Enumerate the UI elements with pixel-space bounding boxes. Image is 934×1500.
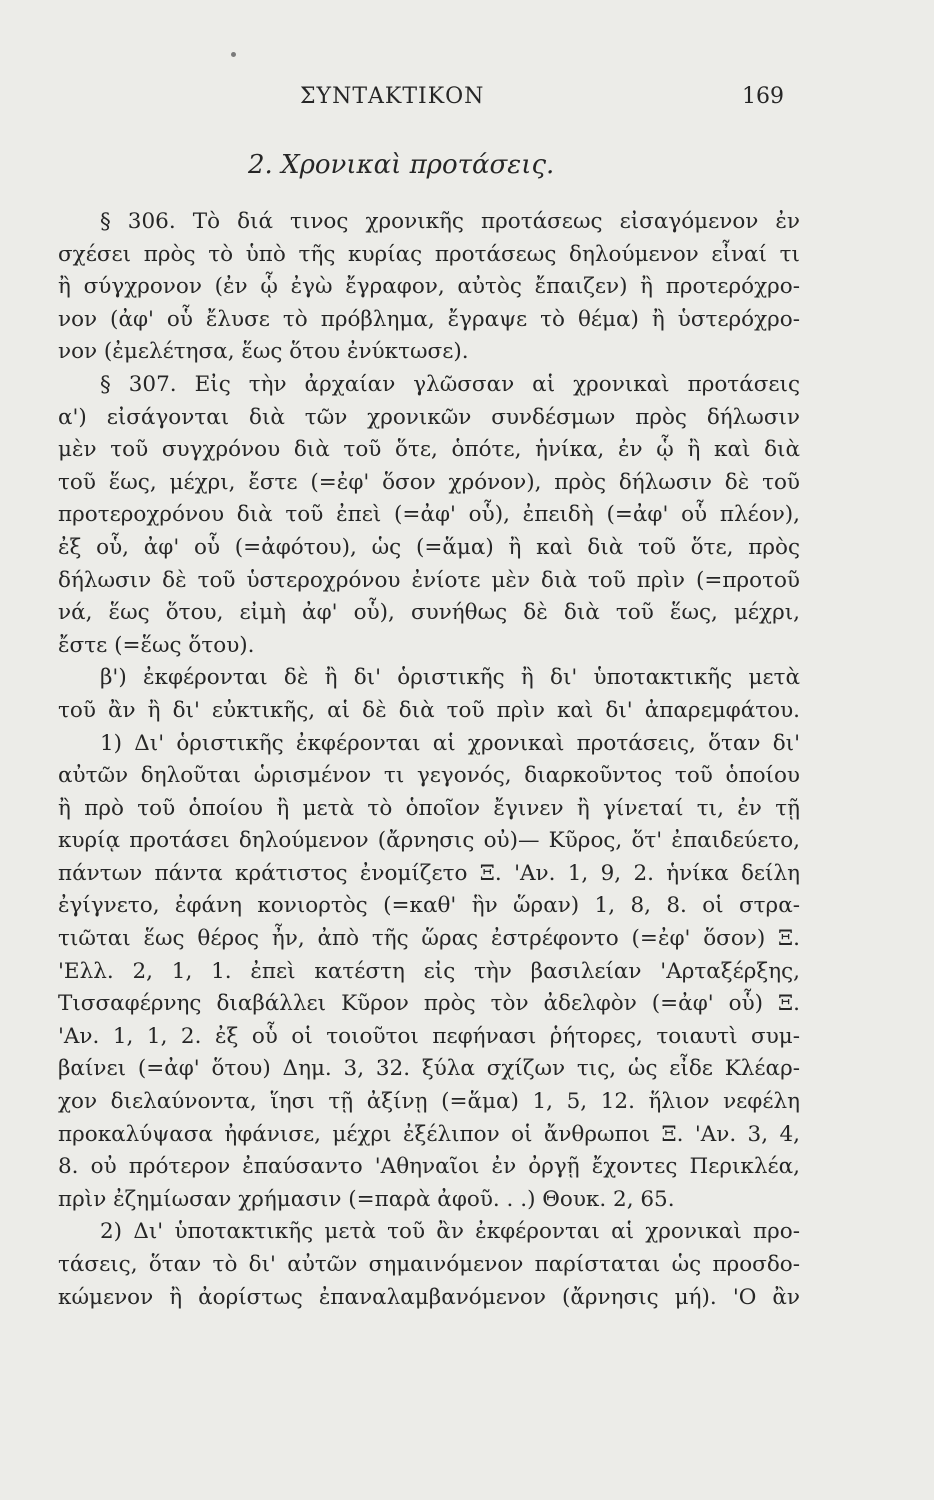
text-line: τιῶται ἕως θέρος ἦν, ἀπὸ τῆς ὥρας ἐστρέφοντο (=ἐφ' ὅσον) Ξ. bbox=[58, 926, 800, 952]
text-line: β') ἐκφέρονται δὲ ἢ δι' ὁριστικῆς ἢ δι' ὑποτακτικῆς μετὰ bbox=[100, 665, 800, 691]
text-line: α') εἰσάγονται διὰ τῶν χρονικῶν συνδέσμων πρὸς δήλωσιν bbox=[58, 404, 800, 430]
text-line: ἔστε (=ἕως ὅτου). bbox=[58, 632, 255, 658]
text-line: τοῦ ἂν ἢ δι' εὐκτικῆς, αἱ δὲ διὰ τοῦ πρὶν καὶ δι' ἀπαρεμφάτου. bbox=[58, 697, 800, 723]
text-line: § 307. Εἰς τὴν ἀρχαίαν γλῶσσαν αἱ χρονικαὶ προτάσεις bbox=[100, 371, 800, 397]
text-line: 'Ελλ. 2, 1, 1. ἐπεὶ κατέστη εἰς τὴν βασιλείαν 'Αρταξέρξης, bbox=[58, 958, 800, 984]
text-line: νον (ἐμελέτησα, ἕως ὅτου ἐνύκτωσε). bbox=[58, 339, 469, 365]
text-line: ἢ πρὸ τοῦ ὁποίου ἢ μετὰ τὸ ὁποῖον ἔγινεν ἢ γίνεταί τι, ἐν τῇ bbox=[58, 795, 800, 821]
section-title: 2. Χρονικαὶ προτάσεις. bbox=[248, 150, 555, 180]
ink-dot bbox=[231, 52, 236, 57]
text-line: τάσεις, ὅταν τὸ δι' αὐτῶν σημαινόμενον παρίσταται ὡς προσδο- bbox=[58, 1252, 800, 1277]
text-line: 'Αν. 1, 1, 2. ἐξ οὗ οἱ τοιοῦτοι πεφήνασι ῥήτορες, τοιαυτὶ συμ- bbox=[58, 1023, 800, 1049]
text-line: κυρίᾳ προτάσει δηλούμενον (ἄρνησις οὐ)— Κῦρος, ὅτ' ἐπαιδεύετο, bbox=[58, 828, 800, 854]
text-line: νά, ἕως ὅτου, εἰμὴ ἀφ' οὗ), συνήθως δὲ διὰ τοῦ ἕως, μέχρι, bbox=[58, 600, 800, 626]
text-line: ἢ σύγχρονον (ἐν ᾧ ἐγὼ ἔγραφον, αὐτὸς ἔπαιζεν) ἢ προτερόχρο- bbox=[58, 274, 800, 300]
text-line: § 306. Τὸ διά τινος χρονικῆς προτάσεως εἰσαγόμενον ἐν bbox=[100, 209, 800, 234]
text-line: χον διελαύνοντα, ἵησι τῇ ἀξίνῃ (=ἅμα) 1, 5, 12. ἥλιον νεφέλη bbox=[58, 1089, 800, 1115]
text-line: πάντων πάντα κράτιστος ἐνομίζετο Ξ. 'Αν. 1, 9, 2. ἡνίκα δείλη bbox=[58, 860, 800, 886]
text-line: κώμενον ἢ ἀορίστως ἐπαναλαμβανόμενον (ἄρνησις μή). 'Ο ἂν bbox=[58, 1284, 800, 1310]
text-line: ἐγίγνετο, ἐφάνη κονιορτὸς (=καθ' ἣν ὥραν) 1, 8, 8. οἱ στρα- bbox=[58, 893, 800, 919]
text-line: νον (ἀφ' οὗ ἔλυσε τὸ πρόβλημα, ἔγραψε τὸ θέμα) ἢ ὑστερόχρο- bbox=[58, 306, 800, 332]
text-line: 8. οὐ πρότερον ἐπαύσαντο 'Αθηναῖοι ἐν ὀργῇ ἔχοντες Περικλέα, bbox=[58, 1154, 800, 1180]
text-line: 1) Δι' ὁριστικῆς ἐκφέρονται αἱ χρονικαὶ προτάσεις, ὅταν δι' bbox=[100, 730, 800, 756]
text-line: δήλωσιν δὲ τοῦ ὑστεροχρόνου ἐνίοτε μὲν διὰ τοῦ πρὶν (=προτοῦ bbox=[58, 567, 800, 593]
text-line: πρὶν ἐζημίωσαν χρήμασιν (=παρὰ ἀφοῦ. . .) Θουκ. 2, 65. bbox=[58, 1186, 675, 1212]
page-number: 169 bbox=[742, 84, 784, 109]
body-text bbox=[58, 206, 800, 1314]
text-line: βαίνει (=ἀφ' ὅτου) Δημ. 3, 32. ξύλα σχίζων τις, ὡς εἶδε Κλέαρ- bbox=[58, 1056, 800, 1082]
text-line: αὐτῶν δηλοῦται ὡρισμένον τι γεγονός, διαρκοῦντος τοῦ ὁποίου bbox=[58, 763, 800, 789]
running-head: ΣΥΝΤΑΚΤΙΚΟΝ bbox=[300, 84, 485, 109]
text-line: ἐξ οὗ, ἀφ' οὗ (=ἀφότου), ὡς (=ἅμα) ἢ καὶ διὰ τοῦ ὅτε, πρὸς bbox=[58, 534, 800, 560]
text-line: μὲν τοῦ συγχρόνου διὰ τοῦ ὅτε, ὁπότε, ἡνίκα, ἐν ᾧ ἢ καὶ διὰ bbox=[58, 437, 800, 463]
text-line: σχέσει πρὸς τὸ ὑπὸ τῆς κυρίας προτάσεως δηλούμενον εἶναί τι bbox=[58, 241, 800, 267]
text-line: προκαλύψασα ἠφάνισε, μέχρι ἐξέλιπον οἱ ἄνθρωποι Ξ. 'Αν. 3, 4, bbox=[58, 1121, 800, 1147]
text-line: προτεροχρόνου διὰ τοῦ ἐπεὶ (=ἀφ' οὗ), ἐπειδὴ (=ἀφ' οὗ πλέον), bbox=[58, 502, 800, 528]
text-line: Τισσαφέρνης διαβάλλει Κῦρον πρὸς τὸν ἀδελφὸν (=ἀφ' οὗ) Ξ. bbox=[58, 991, 800, 1017]
text-line: 2) Δι' ὑποτακτικῆς μετὰ τοῦ ἂν ἐκφέρονται αἱ χρονικαὶ προ- bbox=[100, 1219, 800, 1245]
text-line: τοῦ ἕως, μέχρι, ἔστε (=ἐφ' ὅσον χρόνον), πρὸς δήλωσιν δὲ τοῦ bbox=[58, 469, 800, 495]
